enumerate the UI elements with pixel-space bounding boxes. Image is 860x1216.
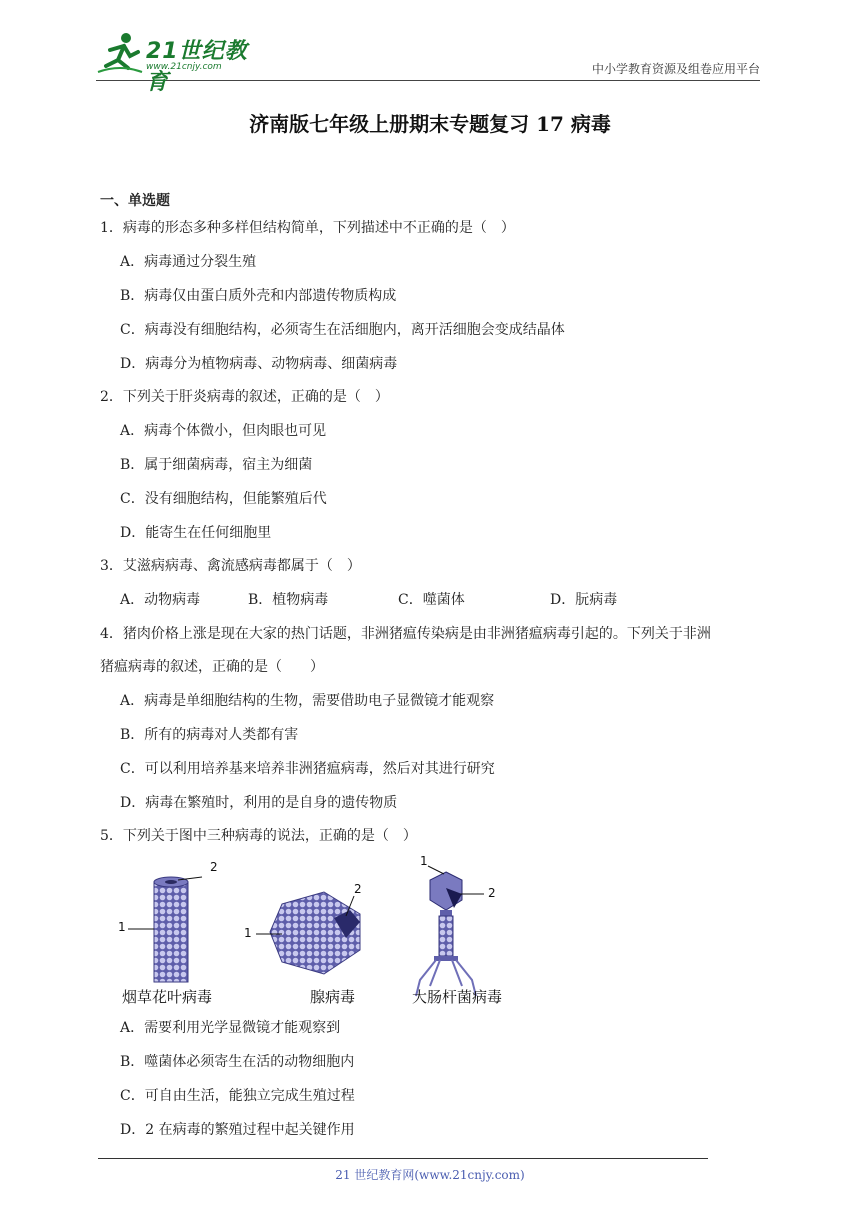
question-5-stem: 5．下列关于图中三种病毒的说法，正确的是（ ） <box>100 828 417 844</box>
figure-marker-1a: 1 <box>118 920 126 934</box>
figure-label-adenovirus: 腺病毒 <box>310 988 356 1006</box>
tobacco-mosaic-virus-drawing <box>128 877 202 982</box>
question-4-option-d[interactable]: D．病毒在繁殖时，利用的是自身的遗传物质 <box>120 795 398 811</box>
question-4-option-c[interactable]: C．可以利用培养基来培养非洲猪瘟病毒，然后对其进行研究 <box>120 761 495 777</box>
virus-figure <box>110 852 530 1012</box>
question-3-stem: 3．艾滋病病毒、禽流感病毒都属于（ ） <box>100 558 361 574</box>
question-1-stem: 1．病毒的形态多种多样但结构简单，下列描述中不正确的是（ ） <box>100 220 515 236</box>
question-3-option-a[interactable]: A．动物病毒 <box>120 592 201 608</box>
adenovirus-drawing <box>256 892 360 974</box>
question-5-option-b[interactable]: B．噬菌体必须寄生在活的动物细胞内 <box>120 1054 355 1070</box>
question-5-option-d[interactable]: D．2 在病毒的繁殖过程中起关键作用 <box>120 1122 355 1138</box>
question-1-option-a[interactable]: A．病毒通过分裂生殖 <box>120 254 257 270</box>
bacteriophage-drawing <box>416 866 484 996</box>
footer-text[interactable]: 21 世纪教育网(www.21cnjy.com) <box>335 1168 525 1182</box>
figure-label-tobacco: 烟草花叶病毒 <box>122 988 213 1006</box>
logo-text: 21世纪教育 <box>146 39 248 95</box>
figure-label-phage: 大肠杆菌病毒 <box>412 988 503 1006</box>
runner-logo-icon <box>96 30 144 76</box>
logo <box>96 30 266 95</box>
question-1-option-b[interactable]: B．病毒仅由蛋白质外壳和内部遗传物质构成 <box>120 288 397 304</box>
question-1-option-c[interactable]: C．病毒没有细胞结构，必须寄生在活细胞内，离开活细胞会变成结晶体 <box>120 322 565 338</box>
question-3-option-b[interactable]: B．植物病毒 <box>248 592 329 608</box>
figure-marker-1b: 1 <box>244 926 252 940</box>
question-4-option-a[interactable]: A．病毒是单细胞结构的生物，需要借助电子显微镜才能观察 <box>120 693 495 709</box>
figure-marker-2a: 2 <box>210 860 218 874</box>
question-4-stem-line-1: 4．猪肉价格上涨是现在大家的热门话题，非洲猪瘟传染病是由非洲猪瘟病毒引起的。下列关于非洲 <box>100 626 711 642</box>
page-title: 济南版七年级上册期末专题复习 17 病毒 <box>249 112 611 136</box>
question-5-option-a[interactable]: A．需要利用光学显微镜才能观察到 <box>120 1020 341 1036</box>
logo-url: www.21cnjy.com <box>146 62 222 72</box>
page-header <box>96 30 760 95</box>
figure-marker-1c: 1 <box>420 854 428 868</box>
question-1-option-d[interactable]: D．病毒分为植物病毒、动物病毒、细菌病毒 <box>120 356 398 372</box>
footer-divider <box>98 1158 708 1159</box>
question-2-option-a[interactable]: A．病毒个体微小，但肉眼也可见 <box>120 423 327 439</box>
platform-name: 中小学教育资源及组卷应用平台 <box>591 62 760 76</box>
question-4-stem-line-2: 猪瘟病毒的叙述，正确的是（ ） <box>100 659 324 675</box>
question-2-option-d[interactable]: D．能寄生在任何细胞里 <box>120 525 272 541</box>
figure-marker-2b: 2 <box>354 882 362 896</box>
question-3-option-c[interactable]: C．噬菌体 <box>398 592 465 608</box>
question-3-option-d[interactable]: D．朊病毒 <box>550 592 618 608</box>
question-2-option-c[interactable]: C．没有细胞结构，但能繁殖后代 <box>120 491 327 507</box>
section-heading: 一、单选题 <box>100 193 170 209</box>
question-4-option-b[interactable]: B．所有的病毒对人类都有害 <box>120 727 299 743</box>
question-2-option-b[interactable]: B．属于细菌病毒，宿主为细菌 <box>120 457 313 473</box>
figure-marker-2c: 2 <box>488 886 496 900</box>
question-5-option-c[interactable]: C．可自由生活，能独立完成生殖过程 <box>120 1088 355 1104</box>
question-2-stem: 2．下列关于肝炎病毒的叙述，正确的是（ ） <box>100 389 389 405</box>
